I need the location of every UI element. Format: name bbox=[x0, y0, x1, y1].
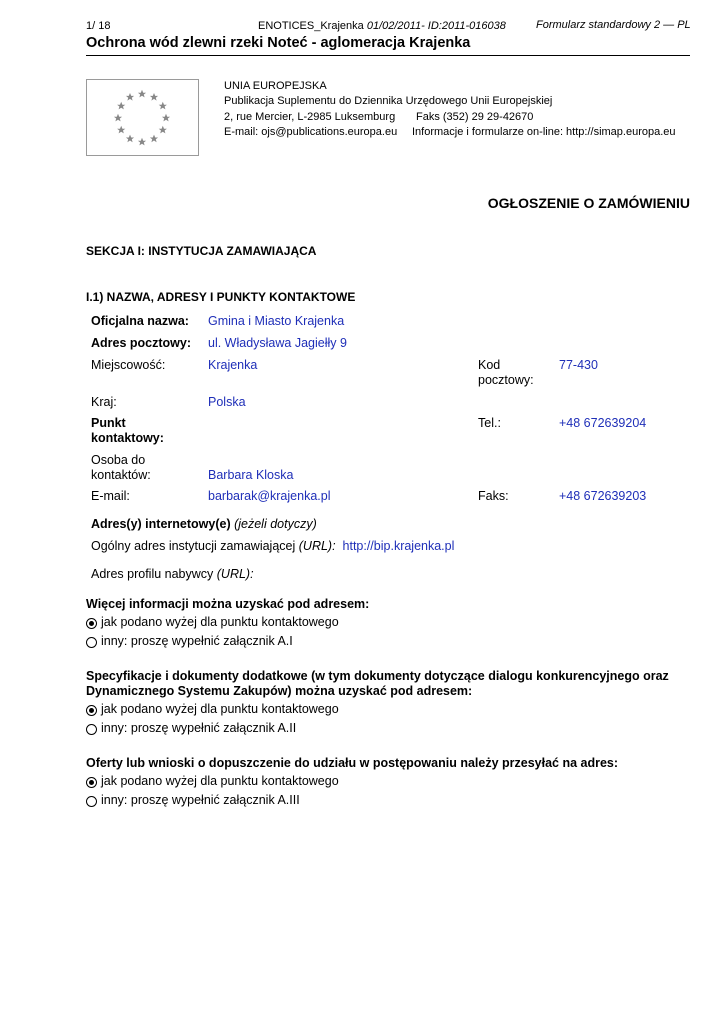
eu-flag-logo bbox=[86, 79, 199, 156]
buyer-profile-label: Adres profilu nabywcy bbox=[91, 567, 214, 581]
publisher-name: UNIA EUROPEJSKA bbox=[224, 80, 327, 92]
more-info-option1-radio[interactable] bbox=[86, 618, 97, 629]
country-value: Polska bbox=[208, 395, 246, 409]
specs-option2-label: inny: proszę wypełnić załącznik A.II bbox=[101, 721, 297, 735]
offers-option1-label: jak podano wyżej dla punktu kontaktowego bbox=[101, 774, 339, 788]
postcode-label-line1: Kod bbox=[478, 358, 501, 372]
general-address-url-note: (URL): bbox=[298, 539, 336, 553]
city-value: Krajenka bbox=[208, 358, 258, 372]
general-address-label: Ogólny adres instytucji zamawiającej bbox=[91, 539, 296, 553]
specs-heading-line1: Specyfikacje i dokumenty dodatkowe (w tym dokumenty dotyczące dialogu konkurencyjnego oraz bbox=[86, 669, 669, 683]
city-label: Miejscowość: bbox=[91, 358, 166, 372]
more-info-option2-label: inny: proszę wypełnić załącznik A.I bbox=[101, 634, 293, 648]
publisher-website[interactable]: Informacje i formularze on-line: http://simap.europa.eu bbox=[412, 126, 676, 138]
country-label: Kraj: bbox=[91, 395, 117, 409]
buyer-profile-url-note: (URL): bbox=[216, 567, 254, 581]
notice-reference bbox=[258, 20, 506, 32]
contact-person-value: Barbara Kloska bbox=[208, 468, 294, 482]
postal-address-label: Adres pocztowy: bbox=[91, 336, 192, 350]
publisher-fax: Faks (352) 29 29-42670 bbox=[416, 111, 534, 123]
notice-title: OGŁOSZENIE O ZAMÓWIENIU bbox=[487, 195, 690, 211]
specs-option1-label: jak podano wyżej dla punktu kontaktowego bbox=[101, 702, 339, 716]
specs-option2-radio[interactable] bbox=[86, 724, 97, 735]
fax-label: Faks: bbox=[478, 489, 509, 503]
more-info-option1-label: jak podano wyżej dla punktu kontaktowego bbox=[101, 615, 339, 629]
offers-option1-radio[interactable] bbox=[86, 777, 97, 788]
general-address-url[interactable]: http://bip.krajenka.pl bbox=[342, 539, 455, 553]
form-name: Formularz standardowy 2 — PL bbox=[536, 19, 691, 31]
offers-option2-radio[interactable] bbox=[86, 796, 97, 807]
contact-point-label-line1: Punkt bbox=[91, 416, 126, 430]
offers-heading: Oferty lub wnioski o dopuszczenie do udziału w postępowaniu należy przesyłać na adres: bbox=[86, 756, 619, 770]
postcode-value: 77-430 bbox=[559, 358, 598, 372]
contact-person-label-line1: Osoba do bbox=[91, 453, 146, 467]
page-number: 1/ 18 bbox=[86, 20, 111, 32]
publisher-line: Publikacja Suplementu do Dziennika Urzędowego Unii Europejskiej bbox=[224, 95, 553, 107]
section-heading: SEKCJA I: INSTYTUCJA ZAMAWIAJĄCA bbox=[86, 244, 317, 258]
fax-value: +48 672639203 bbox=[559, 489, 647, 503]
postal-address-value: ul. Władysława Jagiełły 9 bbox=[208, 336, 347, 350]
specs-heading-line2: Dynamicznego Systemu Zakupów) można uzyskać pod adresem: bbox=[86, 684, 473, 698]
email-value[interactable]: barbarak@krajenka.pl bbox=[208, 489, 331, 503]
contact-point-label-line2: kontaktowy: bbox=[91, 431, 164, 445]
tel-label: Tel.: bbox=[478, 416, 501, 430]
contact-person-label-line2: kontaktów: bbox=[91, 468, 151, 482]
internet-heading-note: (jeżeli dotyczy) bbox=[234, 517, 317, 531]
internet-heading bbox=[91, 517, 317, 531]
subsection-heading: I.1) NAZWA, ADRESY I PUNKTY KONTAKTOWE bbox=[86, 290, 356, 304]
publisher-address: 2, rue Mercier, L-2985 Luksemburg bbox=[224, 111, 396, 123]
specs-option1-radio[interactable] bbox=[86, 705, 97, 716]
internet-heading-text: Adres(y) internetowy(e) bbox=[91, 517, 231, 531]
notice-reference-prefix: ENOTICES_Krajenka bbox=[258, 20, 367, 32]
official-name-label: Oficjalna nazwa: bbox=[91, 314, 189, 328]
tel-value: +48 672639204 bbox=[559, 416, 647, 430]
more-info-option2-radio[interactable] bbox=[86, 637, 97, 648]
header-divider bbox=[86, 55, 690, 56]
publisher-email[interactable]: E-mail: ojs@publications.europa.eu bbox=[224, 126, 398, 138]
general-address-row bbox=[91, 539, 454, 553]
official-name-value: Gmina i Miasto Krajenka bbox=[208, 314, 345, 328]
doc-title: Ochrona wód zlewni rzeki Noteć - aglomeracja Krajenka bbox=[86, 35, 471, 51]
buyer-profile-row bbox=[91, 567, 254, 581]
email-label: E-mail: bbox=[91, 489, 130, 503]
notice-reference-date: 01/02/2011- ID:2011-016038 bbox=[366, 20, 506, 32]
eu-stars-icon bbox=[87, 80, 198, 155]
postcode-label-line2: pocztowy: bbox=[478, 373, 534, 387]
more-info-heading: Więcej informacji można uzyskać pod adresem: bbox=[86, 597, 370, 611]
offers-option2-label: inny: proszę wypełnić załącznik A.III bbox=[101, 793, 300, 807]
